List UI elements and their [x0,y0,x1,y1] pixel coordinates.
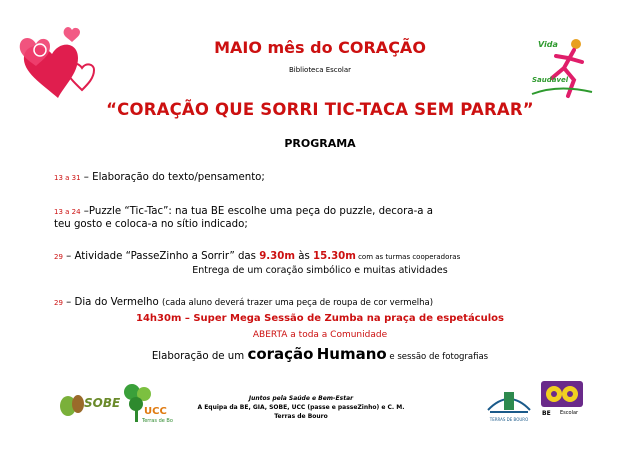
hearts-decoration-icon [12,20,102,105]
sobe-logo [58,390,121,420]
human-heart-line [0,345,640,363]
item-text: – Dia do Vermelho [62,297,162,308]
ucc-caption: Terras de Bo [142,418,173,424]
zumba-session: 14h30m – Super Mega Sessão de Zumba na praça de espetáculos [136,313,504,324]
date: 13 a 31 [54,174,81,182]
program-item-2-line-2: teu gosto e coloca-a no sítio indicado; [54,219,248,230]
footer-line-2: A Equipa da BE, GIA, SOBE, UCC (passe e passeZinho) e C. M. Terras de Bouro [197,404,405,420]
be-caption: Escolar [560,410,579,416]
be-logo-text: BE [542,410,551,417]
program-item-1 [54,172,265,183]
date: 29 [54,299,63,307]
saudavel-label: Saudável [532,76,569,84]
item-text: – Atividade “PasseZinho a Sorrir” das [62,251,260,262]
ucc-logo [122,382,174,426]
date: 13 a 24 [54,208,81,216]
item-note: (cada aluno deverá trazer uma peça de roupa de cor vermelha) [162,298,434,308]
program-item-3-line-2: Entrega de um coração simbólico e muitas atividades [192,265,448,276]
program-item-3 [54,251,460,262]
footer-line-1: Juntos pela Saúde e Bem-Estar [248,395,354,402]
final-text-post: e sessão de fotografias [386,352,489,362]
cm-caption: TERRAS DE BOURO [489,417,529,422]
page-subtitle: Biblioteca Escolar [288,66,352,74]
ucc-logo-text: UCC [144,406,167,417]
word-coracao: coração [247,345,314,363]
item-text: –Puzzle “Tic-Tac”: na tua BE escolhe uma peça do puzzle, decora-a a [80,206,433,217]
end-time: 15.30m [313,251,356,262]
open-to-community: ABERTA a toda a Comunidade [252,330,388,340]
date: 29 [54,253,63,261]
municipality-icon [486,384,532,416]
sobe-logo-text: SOBE [84,396,121,410]
word-humano: Humano [316,345,387,363]
item-note: com as turmas cooperadoras [355,253,461,261]
page-title: MAIO mês do CORAÇÃO [214,38,426,57]
section-heading: PROGRAMA [284,137,356,150]
item-text-mid: às [294,251,314,262]
start-time: 9.30m [259,251,295,262]
be-logo-icon [540,380,584,408]
item-text: – Elaboração do texto/pensamento; [80,172,265,183]
final-text-pre: Elaboração de um [151,351,248,362]
slogan: “CORAÇÃO QUE SORRI TIC-TACA SEM PARAR” [106,100,534,119]
program-item-4 [54,297,433,308]
vida-label: Vida [538,40,558,49]
cm-terras-de-bouro-logo [486,384,532,426]
program-item-2 [54,206,433,217]
footer-text [186,394,416,421]
be-logo [540,380,584,426]
